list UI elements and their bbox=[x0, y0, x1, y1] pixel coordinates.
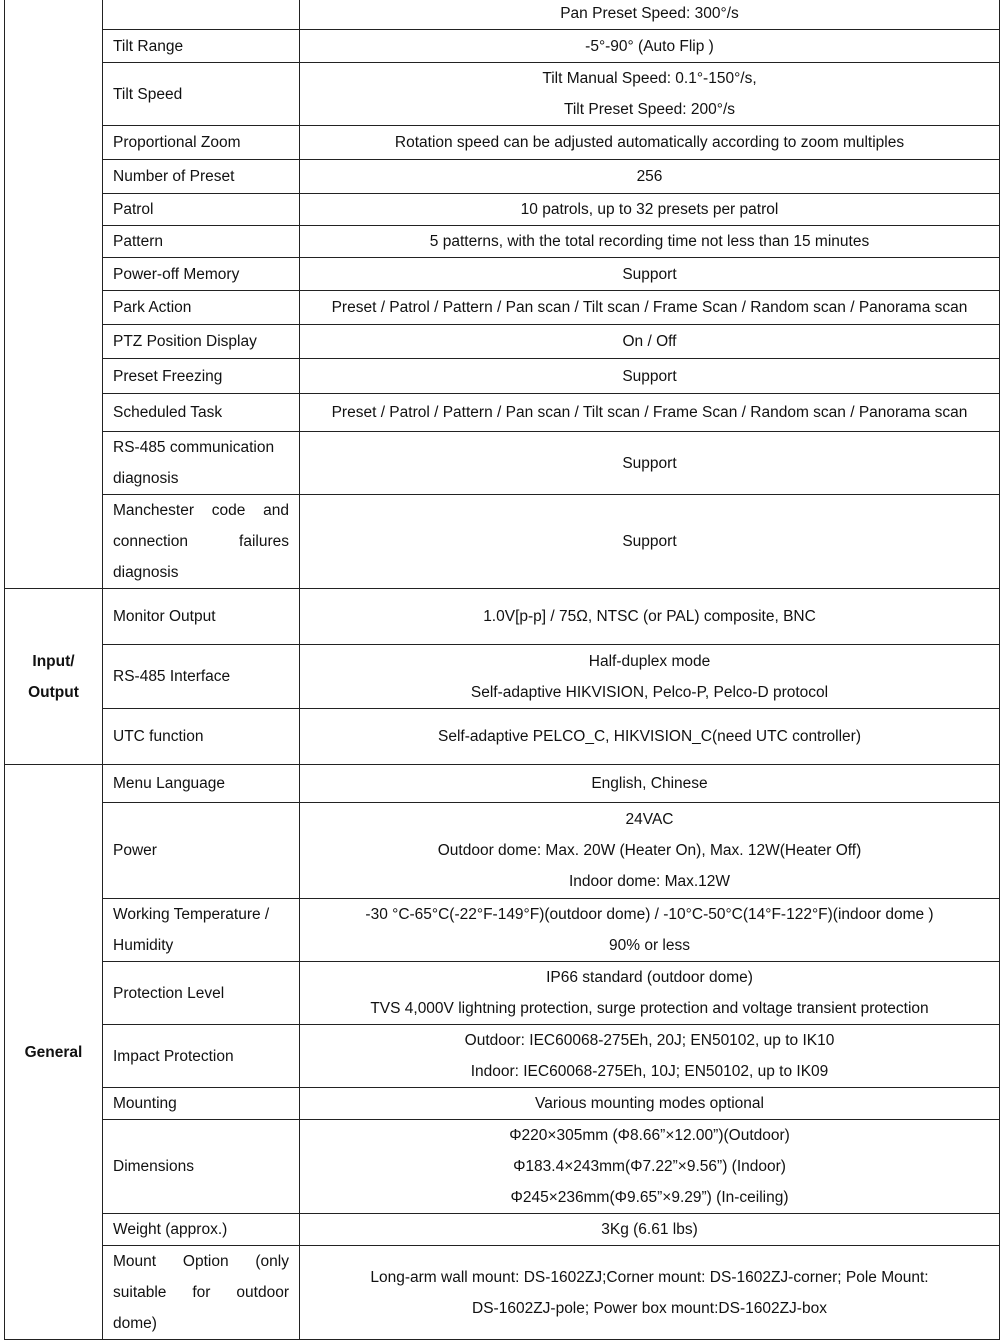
row-label: Mounting bbox=[103, 1088, 300, 1120]
section-title-input-output bbox=[5, 589, 103, 765]
row-value: Rotation speed can be adjusted automatically according to zoom multiples bbox=[300, 126, 1000, 160]
row-value: Support bbox=[300, 495, 1000, 589]
table-row bbox=[5, 291, 1000, 325]
row-value: Support bbox=[300, 432, 1000, 495]
row-label: Impact Protection bbox=[103, 1025, 300, 1088]
section-cell-ptz bbox=[5, 0, 103, 589]
row-label: PTZ Position Display bbox=[103, 325, 300, 359]
row-value: Self-adaptive PELCO_C, HIKVISION_C(need UTC controller) bbox=[300, 709, 1000, 765]
row-value bbox=[300, 803, 1000, 899]
table-row bbox=[5, 765, 1000, 803]
row-label: Dimensions bbox=[103, 1120, 300, 1214]
value-line: IP66 standard (outdoor dome) bbox=[546, 969, 753, 986]
row-value: Preset / Patrol / Pattern / Pan scan / Tilt scan / Frame Scan / Random scan / Panorama scan bbox=[300, 394, 1000, 432]
value-line: Long-arm wall mount: DS-1602ZJ;Corner mount: DS-1602ZJ-corner; Pole Mount: bbox=[370, 1268, 929, 1286]
table-row bbox=[5, 126, 1000, 160]
row-value: 10 patrols, up to 32 presets per patrol bbox=[300, 194, 1000, 226]
row-label: Protection Level bbox=[103, 962, 300, 1025]
value-line: Φ245×236mm(Φ9.65”×9.29”) (In-ceiling) bbox=[510, 1189, 789, 1206]
row-label: Number of Preset bbox=[103, 160, 300, 194]
label-line: dome) bbox=[113, 1315, 157, 1332]
table-row bbox=[5, 325, 1000, 359]
value-line: Φ183.4×243mm(Φ7.22”×9.56”) (Indoor) bbox=[513, 1158, 786, 1175]
table-row bbox=[5, 962, 1000, 1025]
row-value bbox=[300, 1120, 1000, 1214]
row-value bbox=[300, 0, 1000, 30]
row-value: 256 bbox=[300, 160, 1000, 194]
row-label bbox=[103, 899, 300, 962]
row-label bbox=[103, 1246, 300, 1340]
row-value: 3Kg (6.61 lbs) bbox=[300, 1214, 1000, 1246]
row-value bbox=[300, 1025, 1000, 1088]
label-line: RS-485 communication bbox=[113, 439, 275, 456]
table-row bbox=[5, 394, 1000, 432]
table-row bbox=[5, 63, 1000, 126]
row-label: Preset Freezing bbox=[103, 359, 300, 394]
row-value: Preset / Patrol / Pattern / Pan scan / Tilt scan / Frame Scan / Random scan / Panorama scan bbox=[300, 291, 1000, 325]
value-line: Indoor dome: Max.12W bbox=[568, 873, 731, 890]
row-value: -5°-90° (Auto Flip ) bbox=[300, 30, 1000, 63]
value-line: TVS 4,000V lightning protection, surge protection and voltage transient protection bbox=[370, 1000, 929, 1017]
table-row bbox=[5, 359, 1000, 394]
row-value: Support bbox=[300, 359, 1000, 394]
table-row bbox=[5, 0, 1000, 30]
row-label: Power-off Memory bbox=[103, 258, 300, 291]
table-row bbox=[5, 160, 1000, 194]
row-value: Various mounting modes optional bbox=[300, 1088, 1000, 1120]
table-row bbox=[5, 258, 1000, 291]
table-row bbox=[5, 432, 1000, 495]
row-label bbox=[103, 0, 300, 30]
row-label: Tilt Range bbox=[103, 30, 300, 63]
row-value bbox=[300, 899, 1000, 962]
value-line: Tilt Manual Speed: 0.1°-150°/s, bbox=[542, 70, 757, 87]
row-label: RS-485 Interface bbox=[103, 645, 300, 709]
table-row bbox=[5, 1246, 1000, 1340]
section-title-line: Output bbox=[28, 683, 79, 701]
table-row bbox=[5, 30, 1000, 63]
row-value bbox=[300, 63, 1000, 126]
row-label: Patrol bbox=[103, 194, 300, 226]
table-row bbox=[5, 709, 1000, 765]
value-line: -30 °C-65°C(-22°F-149°F)(outdoor dome) / -10°C-50°C(14°F-122°F)(indoor dome ) bbox=[365, 906, 934, 923]
value-line: 90% or less bbox=[609, 937, 690, 954]
row-label: Weight (approx.) bbox=[103, 1214, 300, 1246]
row-value: English, Chinese bbox=[300, 765, 1000, 803]
row-label: Proportional Zoom bbox=[103, 126, 300, 160]
table-row bbox=[5, 1214, 1000, 1246]
row-label: Pattern bbox=[103, 226, 300, 258]
value-line: DS-1602ZJ-pole; Power box mount:DS-1602ZJ-box bbox=[472, 1299, 827, 1317]
row-label bbox=[103, 432, 300, 495]
table-row bbox=[5, 495, 1000, 589]
row-label: Menu Language bbox=[103, 765, 300, 803]
row-value bbox=[300, 645, 1000, 709]
label-line: diagnosis bbox=[113, 564, 179, 581]
table-row bbox=[5, 645, 1000, 709]
row-label: Monitor Output bbox=[103, 589, 300, 645]
value-line: Half-duplex mode bbox=[588, 652, 711, 670]
row-label: UTC function bbox=[103, 709, 300, 765]
row-label bbox=[103, 495, 300, 589]
row-value bbox=[300, 1246, 1000, 1340]
row-label: Tilt Speed bbox=[103, 63, 300, 126]
pan-preset-speed: Pan Preset Speed: 300°/s bbox=[560, 5, 739, 22]
row-value: 5 patterns, with the total recording time not less than 15 minutes bbox=[300, 226, 1000, 258]
row-label: Scheduled Task bbox=[103, 394, 300, 432]
label-line: Working Temperature / bbox=[113, 906, 270, 923]
spec-table bbox=[4, 0, 1000, 1340]
row-value: On / Off bbox=[300, 325, 1000, 359]
label-line: Mount Option (only bbox=[113, 1253, 289, 1270]
label-line: Manchester code and bbox=[113, 502, 289, 519]
row-value: 1.0V[p-p] / 75Ω, NTSC (or PAL) composite, BNC bbox=[300, 589, 1000, 645]
row-label: Park Action bbox=[103, 291, 300, 325]
value-line: Tilt Preset Speed: 200°/s bbox=[563, 101, 736, 118]
value-line: Outdoor dome: Max. 20W (Heater On), Max. 12W(Heater Off) bbox=[437, 842, 862, 859]
label-line: Humidity bbox=[113, 937, 174, 954]
value-line: Indoor: IEC60068-275Eh, 10J; EN50102, up to IK09 bbox=[470, 1063, 829, 1080]
table-row bbox=[5, 589, 1000, 645]
row-value: Support bbox=[300, 258, 1000, 291]
table-row bbox=[5, 803, 1000, 899]
value-line: Outdoor: IEC60068-275Eh, 20J; EN50102, up to IK10 bbox=[464, 1032, 835, 1049]
row-label: Power bbox=[103, 803, 300, 899]
label-line: connection failures bbox=[113, 533, 289, 550]
table-row bbox=[5, 899, 1000, 962]
table-row bbox=[5, 226, 1000, 258]
table-row bbox=[5, 1120, 1000, 1214]
table-row bbox=[5, 194, 1000, 226]
table-row bbox=[5, 1088, 1000, 1120]
row-value bbox=[300, 962, 1000, 1025]
section-title-general: General bbox=[5, 765, 103, 1340]
label-line: suitable for outdoor bbox=[113, 1284, 289, 1301]
value-line: 24VAC bbox=[625, 811, 674, 828]
table-row bbox=[5, 1025, 1000, 1088]
value-line: Self-adaptive HIKVISION, Pelco-P, Pelco-D protocol bbox=[470, 683, 829, 701]
value-line: Φ220×305mm (Φ8.66”×12.00”)(Outdoor) bbox=[509, 1127, 790, 1144]
section-title-line: Input/ bbox=[32, 652, 75, 670]
label-line: diagnosis bbox=[113, 470, 179, 487]
